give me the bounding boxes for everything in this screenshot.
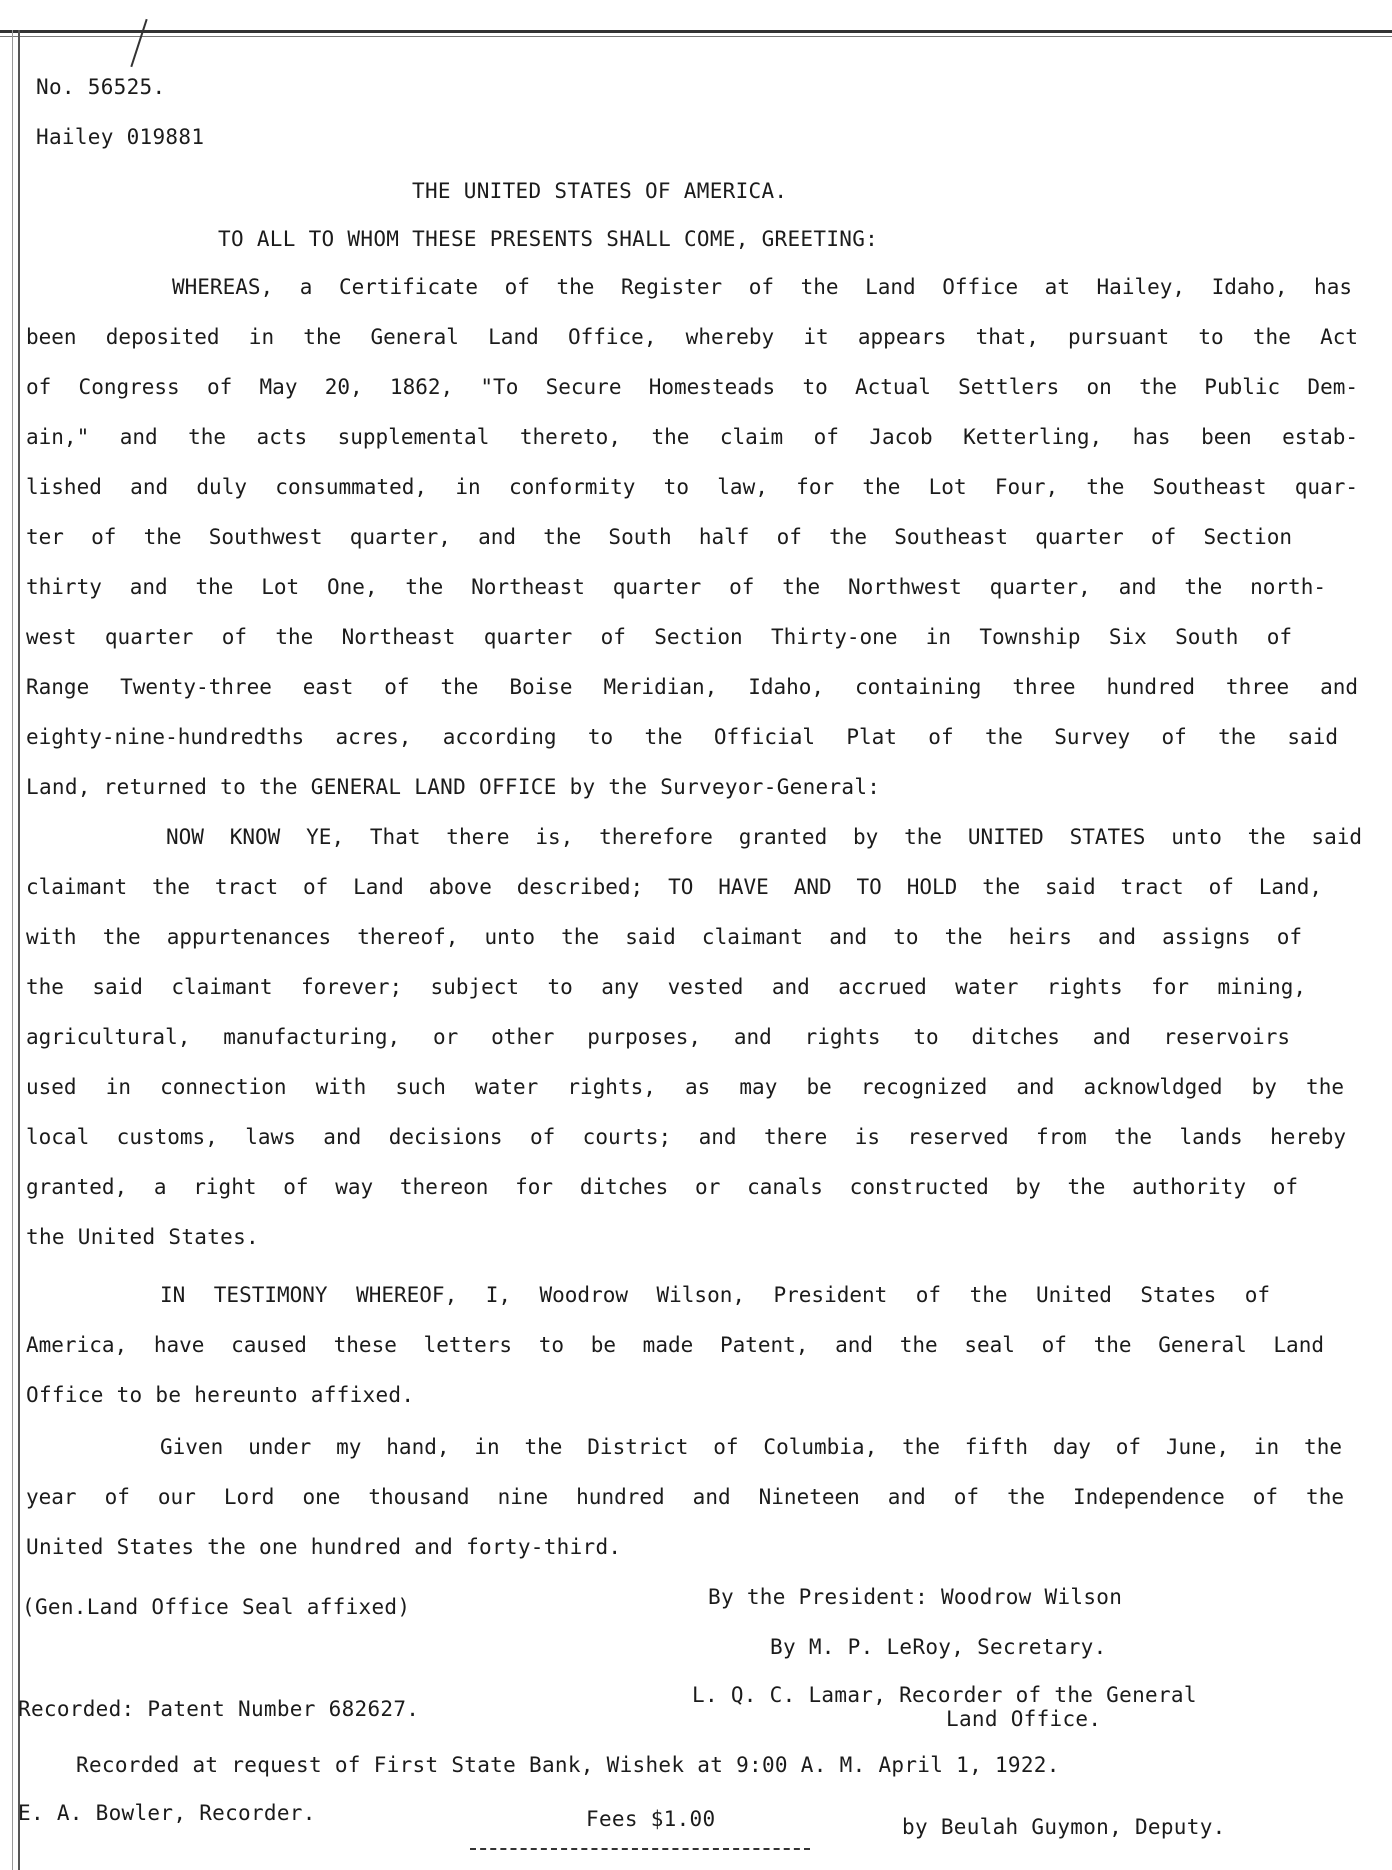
given-line: year of our Lord one thousand nine hundred and Nineteen and of the Independence of the bbox=[26, 1485, 1344, 1509]
county-recorder: E. A. Bowler, Recorder. bbox=[18, 1801, 316, 1825]
secretary-signature: By M. P. LeRoy, Secretary. bbox=[770, 1635, 1107, 1659]
president-signature: By the President: Woodrow Wilson bbox=[708, 1585, 1123, 1609]
now-know-line: with the appurtenances thereof, unto the said claimant and to the heirs and assigns of bbox=[26, 925, 1302, 949]
now-know-line: agricultural, manufacturing, or other purposes, and rights to ditches and reservoirs bbox=[26, 1025, 1290, 1049]
recorder-office: Land Office. bbox=[946, 1707, 1102, 1731]
whereas-line: been deposited in the General Land Office, whereby it appears that, pursuant to the Act bbox=[26, 325, 1358, 349]
patent-number: No. 56525. bbox=[36, 75, 166, 99]
testimony-line: Office to be hereunto affixed. bbox=[26, 1383, 415, 1407]
now-know-line: local customs, laws and decisions of courts; and there is reserved from the lands hereby bbox=[26, 1125, 1346, 1149]
now-know-line: NOW KNOW YE, That there is, therefore granted by the UNITED STATES unto the said bbox=[166, 825, 1362, 849]
given-line: United States the one hundred and forty-third. bbox=[26, 1535, 622, 1559]
whereas-line: lished and duly consummated, in conformity to law, for the Lot Four, the Southeast quar- bbox=[26, 475, 1358, 499]
whereas-line: Land, returned to the GENERAL LAND OFFICE by the Surveyor-General: bbox=[26, 775, 881, 799]
recorder-signature: L. Q. C. Lamar, Recorder of the General bbox=[692, 1683, 1197, 1707]
whereas-line: ter of the Southwest quarter, and the South half of the Southeast quarter of Section bbox=[26, 525, 1292, 549]
whereas-line: ain," and the acts supplemental thereto, the claim of Jacob Ketterling, has been estab- bbox=[26, 425, 1358, 449]
now-know-line: the said claimant forever; subject to any vested and accrued water rights for mining, bbox=[26, 975, 1306, 999]
greeting: TO ALL TO WHOM THESE PRESENTS SHALL COME, GREETING: bbox=[218, 227, 879, 251]
top-rule-thin bbox=[0, 36, 1392, 37]
whereas-line: of Congress of May 20, 1862, "To Secure Homesteads to Actual Settlers on the Public Dem- bbox=[26, 375, 1358, 399]
whereas-line: west quarter of the Northeast quarter of Section Thirty-one in Township Six South of bbox=[26, 625, 1292, 649]
now-know-line: granted, a right of way thereon for ditches or canals constructed by the authority of bbox=[26, 1175, 1298, 1199]
file-number: Hailey 019881 bbox=[36, 125, 205, 149]
fees: Fees $1.00 bbox=[586, 1807, 716, 1831]
recorded-request: Recorded at request of First State Bank, Wishek at 9:00 A. M. April 1, 1922. bbox=[76, 1753, 1060, 1777]
testimony-line: IN TESTIMONY WHEREOF, I, Woodrow Wilson, President of the United States of bbox=[160, 1283, 1270, 1307]
deputy: by Beulah Guymon, Deputy. bbox=[902, 1815, 1226, 1839]
top-rule bbox=[0, 30, 1392, 33]
now-know-line: the United States. bbox=[26, 1225, 259, 1249]
whereas-line: Range Twenty-three east of the Boise Meridian, Idaho, containing three hundred three and bbox=[26, 675, 1358, 699]
recorded-patent: Recorded: Patent Number 682627. bbox=[18, 1697, 420, 1721]
pen-mark bbox=[130, 19, 147, 67]
now-know-line: used in connection with such water rights, as may be recognized and acknowldged by the bbox=[26, 1075, 1344, 1099]
seal-note: (Gen.Land Office Seal affixed) bbox=[22, 1595, 411, 1619]
left-margin-rule bbox=[18, 30, 20, 1870]
whereas-line: WHEREAS, a Certificate of the Register of the Land Office at Hailey, Idaho, has bbox=[172, 275, 1352, 299]
testimony-line: America, have caused these letters to be made Patent, and the seal of the General Land bbox=[26, 1333, 1324, 1357]
now-know-line: claimant the tract of Land above described; TO HAVE AND TO HOLD the said tract of Land, bbox=[26, 875, 1322, 899]
left-margin-rule-thin bbox=[12, 30, 13, 1870]
bottom-divider bbox=[470, 1848, 810, 1850]
whereas-line: eighty-nine-hundredths acres, according to the Official Plat of the Survey of the said bbox=[26, 725, 1338, 749]
document-title: THE UNITED STATES OF AMERICA. bbox=[412, 179, 788, 203]
given-line: Given under my hand, in the District of Columbia, the fifth day of June, in the bbox=[160, 1435, 1342, 1459]
whereas-line: thirty and the Lot One, the Northeast quarter of the Northwest quarter, and the north- bbox=[26, 575, 1326, 599]
